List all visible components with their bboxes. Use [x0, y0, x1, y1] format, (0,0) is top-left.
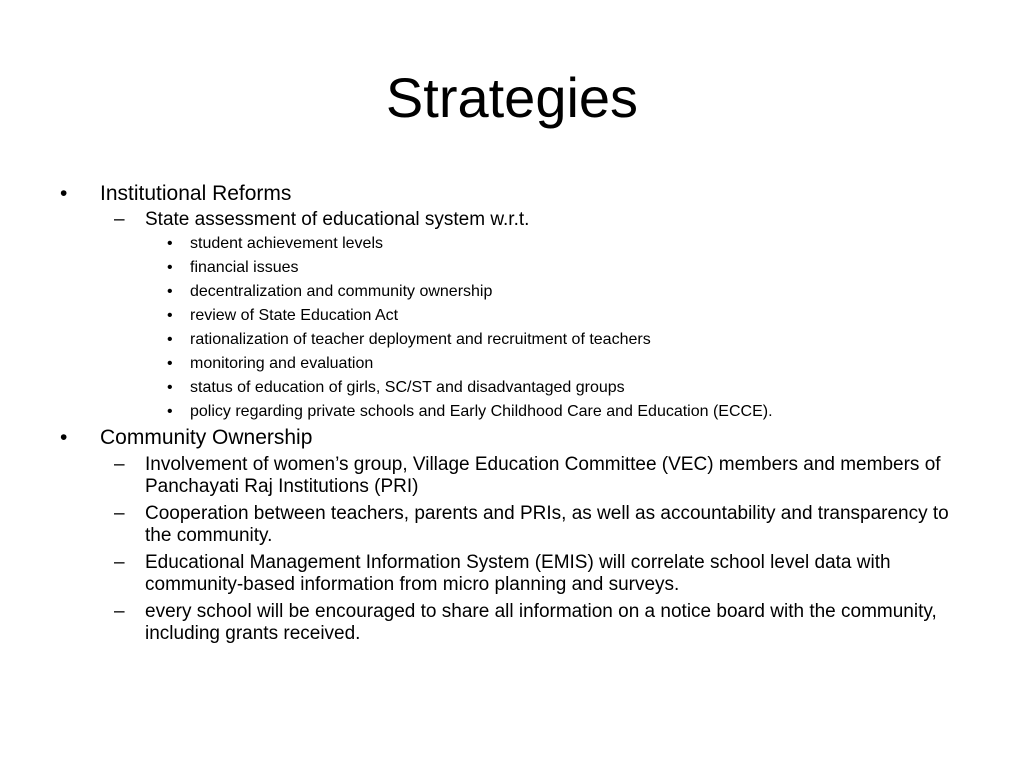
bullet-icon: • [167, 379, 173, 396]
subsubitem-text: status of education of girls, SC/ST and disadvantaged groups [190, 379, 625, 396]
subsubitem-text: policy regarding private schools and Early Childhood Care and Education (ECCE). [190, 403, 773, 420]
section-heading-institutional-reforms: Institutional Reforms [100, 182, 292, 205]
list-item-level3 [0, 234, 1024, 254]
bullet-icon: • [167, 283, 173, 300]
subsubitem-text: decentralization and community ownership [190, 283, 493, 300]
bullet-icon: • [167, 307, 173, 324]
subitem-text: State assessment of educational system w.r.t. [145, 209, 530, 230]
list-item-level1 [0, 425, 1024, 451]
bullet-icon: • [60, 426, 68, 449]
list-item-level2 [0, 454, 1024, 498]
list-item-level3 [0, 330, 1024, 350]
dash-icon: – [114, 454, 125, 475]
list-item-level3 [0, 306, 1024, 326]
dash-icon: – [114, 209, 125, 230]
bullet-icon: • [167, 235, 173, 252]
bullet-icon: • [167, 355, 173, 372]
list-item-level3 [0, 402, 1024, 422]
subsubitem-text: rationalization of teacher deployment and recruitment of teachers [190, 331, 651, 348]
subsubitem-text: monitoring and evaluation [190, 355, 374, 372]
bullet-icon: • [167, 259, 173, 276]
list-item-level2 [0, 209, 1024, 231]
bullet-icon: • [167, 331, 173, 348]
dash-icon: – [114, 503, 125, 524]
section-heading-community-ownership: Community Ownership [100, 426, 313, 449]
slide-title: Strategies [385, 66, 639, 129]
bullet-list [0, 181, 1024, 645]
subsubitem-text: financial issues [190, 259, 299, 276]
subsubitem-text: review of State Education Act [190, 307, 399, 324]
list-item-level3 [0, 282, 1024, 302]
subsubitem-text: student achievement levels [190, 235, 383, 252]
list-item-level3 [0, 378, 1024, 398]
subitem-text: Educational Management Information System (EMIS) will correlate school level data with community-based information from micro planning and surveys. [145, 552, 891, 595]
bullet-icon: • [60, 182, 68, 205]
list-item-level2 [0, 552, 1024, 596]
list-item-level2 [0, 503, 1024, 547]
bullet-icon: • [167, 403, 173, 420]
subitem-text: Involvement of women’s group, Village Education Committee (VEC) members and members of Panchayati Raj Institutions (PRI) [145, 454, 941, 497]
subitem-text: every school will be encouraged to share all information on a notice board with the community, including grants received. [145, 601, 937, 644]
list-item-level1 [0, 181, 1024, 207]
dash-icon: – [114, 552, 125, 573]
dash-icon: – [114, 601, 125, 622]
list-item-level2 [0, 601, 1024, 645]
subitem-text: Cooperation between teachers, parents and PRIs, as well as accountability and transparency to the community. [145, 503, 949, 546]
list-item-level3 [0, 258, 1024, 278]
list-item-level3 [0, 354, 1024, 374]
